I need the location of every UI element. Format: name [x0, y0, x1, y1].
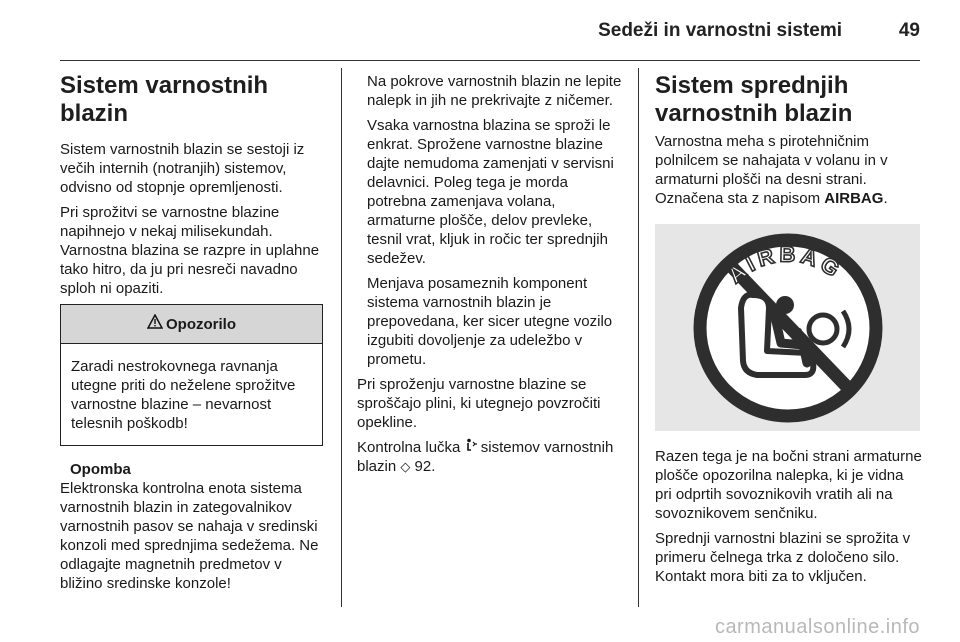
header-divider: [60, 60, 920, 61]
airbag-label-text: AIRBAG: [722, 240, 848, 288]
airbag-warning-icon: [465, 439, 481, 456]
column-divider-left: [341, 68, 342, 607]
paragraph: Varnostna meha s pirotehničnim polnilcem se nahajata v volanu in v armaturni plošči na desni strani. Označena sta z napisom AIRBAG.: [655, 133, 888, 207]
column-2: [357, 72, 622, 482]
warning-body: Zaradi nestrokovnega ravnanja utegne priti do neželene sprožitve varnostne blazine – nevarnost telesnih poškodb!: [71, 358, 296, 432]
page-reference-link[interactable]: 92.: [414, 458, 436, 475]
warning-title: Opozorilo: [166, 315, 236, 333]
watermark: carmanualsonline.info: [714, 616, 920, 638]
reference-arrow-icon: ◇: [400, 459, 411, 474]
warning-box: [60, 304, 323, 446]
paragraph: Sistem varnostnih blazin se sestoji iz večih internih (notranjih) sistemov, odvisno od stopnje opremljenosti.: [60, 141, 305, 196]
column-3: [655, 72, 922, 592]
page-header-title: Sedeži in varnostni sistemi: [598, 20, 842, 41]
note-block: [60, 460, 323, 593]
paragraph: Pri sprožitvi se varnostne blazine napihnejo v nekaj milisekundah. Varnostna blazina se razpre in uplahne tako hitro, da ju pri nesreči navadno sploh ni opaziti.: [60, 204, 320, 297]
paragraph: Menjava posameznih komponent sistema varnostnih blazin je prepovedana, ker sicer utegne vozilo izgubiti dovoljenje za udeležbo v prometu.: [367, 275, 613, 368]
section-title-airbag-system: Sistem varnostnih blazin: [60, 72, 269, 127]
paragraph: Razen tega je na bočni strani armaturne plošče opozorilna nalepka, ki je vidna pri odprtih sovoznikovih vratih ali na sovoznikovem senčniku.: [655, 448, 922, 522]
paragraph: Na pokrove varnostnih blazin ne lepite nalepk in jih ne prekrivajte z ničemer.: [367, 73, 622, 109]
warning-header: [61, 305, 322, 344]
airbag-prohibition-image: [655, 224, 920, 431]
paragraph: Sprednji varnostni blazini se sprožita v primeru čelnega trka z določeno silo. Kontakt mora biti za to vključen.: [655, 530, 911, 585]
paragraph-control-light: Kontrolna lučka sistemov varnostnih blazin ◇ 92.: [357, 439, 614, 475]
note-body: Elektronska kontrolna enota sistema varnostnih blazin in zategovalnikov varnostnih pasov se nahaja v sredinski konzoli med sprednjima sedežema. Ne odlagajte magnetnih predmetov v bližino sredinske konzole!: [60, 480, 319, 592]
column-1: [60, 72, 323, 593]
paragraph: Pri sproženju varnostne blazine se sproščajo plini, ki utegnejo povzročiti opekline.: [357, 376, 601, 431]
airbag-warning-pictogram-icon: [683, 233, 893, 423]
column-divider-right: [638, 68, 639, 607]
note-title: Opomba: [70, 461, 131, 478]
page-number: 49: [898, 20, 920, 41]
paragraph: Vsaka varnostna blazina se sproži le enkrat. Sprožene varnostne blazine dajte nemudoma zamenjati v servisni delavnici. Poleg tega je morda potrebna zamenjava volana, armaturne plošče, delov prevleke, tesnil vrat, kljuk in ročic ter sprednjih sedežev.: [367, 117, 614, 267]
warning-triangle-icon: [147, 314, 163, 334]
section-title-front-airbag: Sistem sprednjih varnostnih blazin: [655, 72, 853, 127]
